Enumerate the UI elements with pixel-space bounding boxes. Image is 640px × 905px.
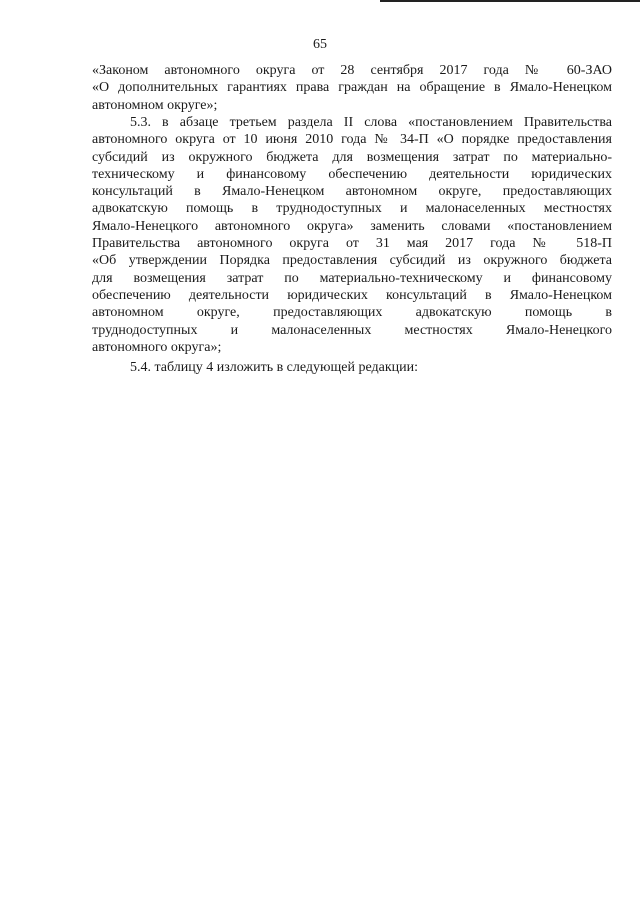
text-line: консультаций в Ямало-Ненецком автономном округе, предоставляющих <box>92 184 612 200</box>
text-line: автономного округа от 10 июня 2010 года № 34-П «О порядке предоставления <box>92 132 612 148</box>
text-line: обеспечению деятельности юридических консультаций в Ямало-Ненецком <box>92 287 612 303</box>
text-line: Ямало-Ненецкого автономного округа» заменить словами «постановлением <box>92 218 612 234</box>
text-line: субсидий из окружного бюджета для возмещения затрат по материально- <box>92 149 612 165</box>
text-line: «Об утверждении Порядка предоставления субсидий из окружного бюджета <box>92 253 612 269</box>
page-number: 65 <box>313 37 327 52</box>
text-line: «О дополнительных гарантиях права граждан на обращение в Ямало-Ненецком <box>92 80 612 96</box>
text-line: Правительства автономного округа от 31 мая 2017 года № 518-П <box>92 236 612 252</box>
text-line: автономного округа»; <box>92 339 222 355</box>
paragraph-5-3 <box>92 114 612 356</box>
top-border-rule <box>380 0 640 2</box>
text-line: автономном округе»; <box>92 97 218 113</box>
text-line: 5.4. таблицу 4 изложить в следующей редакции: <box>130 360 419 375</box>
text-line: труднодоступных и малонаселенных местностях Ямало-Ненецкого <box>92 322 612 338</box>
text-line: адвокатскую помощь в труднодоступных и малонаселенных местностях <box>92 201 612 217</box>
text-line: для возмещения затрат по материально-техническому и финансовому <box>92 270 612 286</box>
paragraph-law-reference <box>92 62 612 114</box>
text-line: «Законом автономного округа от 28 сентября 2017 года № 60-ЗАО <box>92 63 612 78</box>
text-line: 5.3. в абзаце третьем раздела II слова «постановлением Правительства <box>130 115 612 130</box>
text-line: техническому и финансовому обеспечению деятельности юридических <box>92 166 612 182</box>
paragraph-5-4 <box>92 359 612 376</box>
text-line: автономном округе, предоставляющих адвокатскую помощь в <box>92 305 612 321</box>
